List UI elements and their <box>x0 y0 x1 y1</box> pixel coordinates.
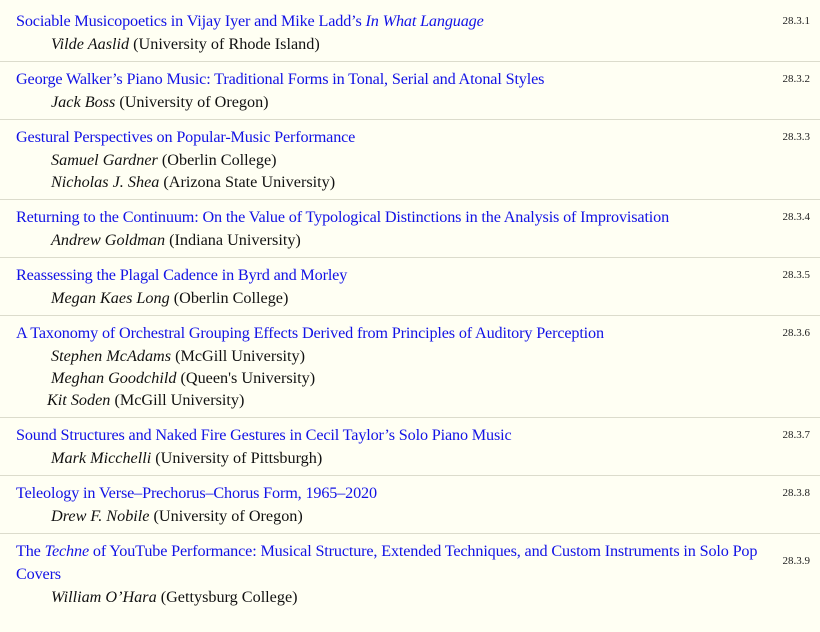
author-name: Andrew Goldman <box>51 231 166 249</box>
article-number: 28.3.6 <box>782 327 810 339</box>
article-number: 28.3.2 <box>782 73 810 85</box>
article-title-row <box>0 322 820 345</box>
article-title-link[interactable] <box>16 426 512 444</box>
author-name: Drew F. Nobile <box>51 507 150 525</box>
article-title-text: Sound Structures and Naked Fire Gestures in Cecil Taylor’s Solo Piano Music <box>16 426 512 444</box>
author-name: Mark Micchelli <box>51 449 152 467</box>
article-title-link[interactable] <box>16 484 377 502</box>
article-entry <box>0 126 820 200</box>
article-title-text: Techne <box>44 542 89 560</box>
article-number: 28.3.1 <box>782 15 810 27</box>
author-line <box>0 345 820 367</box>
author-affiliation: (University of Rhode Island) <box>129 35 320 53</box>
author-affiliation: (Oberlin College) <box>169 289 289 307</box>
author-line <box>0 229 820 251</box>
author-line <box>0 287 820 309</box>
article-number: 28.3.4 <box>782 211 810 223</box>
author-affiliation: (University of Pittsburgh) <box>151 449 323 467</box>
author-name: Jack Boss <box>51 93 116 111</box>
author-line <box>0 447 820 469</box>
author-affiliation: (McGill University) <box>171 347 306 365</box>
author-name: Nicholas J. Shea <box>51 173 160 191</box>
author-affiliation: (University of Oregon) <box>149 507 303 525</box>
author-name: Meghan Goodchild <box>51 369 177 387</box>
author-name: William O’Hara <box>51 588 157 606</box>
article-title-row <box>0 264 820 287</box>
article-title-text: Teleology in Verse–Prechorus–Chorus Form, 1965–2020 <box>16 484 377 502</box>
article-title-text: of YouTube Performance: Musical Structure, Extended Techniques, and Custom Instruments in Solo Pop Covers <box>16 542 758 583</box>
author-affiliation: (Gettysburg College) <box>156 588 298 606</box>
article-entry <box>0 540 820 614</box>
article-number: 28.3.9 <box>782 555 810 567</box>
author-affiliation: (Queen's University) <box>176 369 316 387</box>
author-line <box>0 33 820 55</box>
author-line <box>0 389 820 411</box>
author-line <box>0 149 820 171</box>
article-number: 28.3.5 <box>782 269 810 281</box>
author-name: Megan Kaes Long <box>51 289 170 307</box>
author-line <box>0 91 820 113</box>
article-title-link[interactable] <box>16 324 604 342</box>
article-entry <box>0 424 820 476</box>
article-title-text: Reassessing the Plagal Cadence in Byrd and Morley <box>16 266 348 284</box>
article-number: 28.3.8 <box>782 487 810 499</box>
article-title-text: Gestural Perspectives on Popular-Music Performance <box>16 128 356 146</box>
article-title-link[interactable] <box>16 208 669 226</box>
article-title-text: A Taxonomy of Orchestral Grouping Effects Derived from Principles of Auditory Perception <box>16 324 604 342</box>
author-line <box>0 505 820 527</box>
article-title-link[interactable] <box>16 542 757 583</box>
author-name: Vilde Aaslid <box>51 35 130 53</box>
author-affiliation: (Arizona State University) <box>159 173 336 191</box>
author-line <box>0 586 820 608</box>
article-title-row <box>0 10 820 33</box>
author-name: Stephen McAdams <box>51 347 172 365</box>
author-line <box>0 171 820 193</box>
article-title-row <box>0 424 820 447</box>
article-title-row <box>0 540 820 586</box>
article-title-text: Sociable Musicopoetics in Vijay Iyer and Mike Ladd’s <box>16 12 366 30</box>
article-title-text: The <box>16 542 45 560</box>
article-title-link[interactable] <box>16 128 355 146</box>
author-affiliation: (McGill University) <box>110 391 245 409</box>
article-entry <box>0 68 820 120</box>
article-entry <box>0 482 820 534</box>
article-title-link[interactable] <box>16 70 544 88</box>
article-title-row <box>0 126 820 149</box>
article-title-text: Returning to the Continuum: On the Value of Typological Distinctions in the Analysis of Improvisation <box>16 208 670 226</box>
article-title-row <box>0 482 820 505</box>
article-title-link[interactable] <box>16 266 347 284</box>
article-entry <box>0 10 820 62</box>
article-title-row <box>0 206 820 229</box>
article-number: 28.3.3 <box>782 131 810 143</box>
author-line <box>0 367 820 389</box>
author-affiliation: (Oberlin College) <box>157 151 277 169</box>
author-name: Samuel Gardner <box>51 151 158 169</box>
article-title-text: In What Language <box>365 12 484 30</box>
author-affiliation: (Indiana University) <box>165 231 301 249</box>
article-entry <box>0 322 820 418</box>
article-title-row <box>0 68 820 91</box>
article-entry <box>0 206 820 258</box>
author-affiliation: (University of Oregon) <box>115 93 269 111</box>
article-title-text: George Walker’s Piano Music: Traditional Forms in Tonal, Serial and Atonal Styles <box>16 70 545 88</box>
article-number: 28.3.7 <box>782 429 810 441</box>
author-name: Kit Soden <box>47 391 111 409</box>
article-entry <box>0 264 820 316</box>
article-title-link[interactable] <box>16 12 484 30</box>
